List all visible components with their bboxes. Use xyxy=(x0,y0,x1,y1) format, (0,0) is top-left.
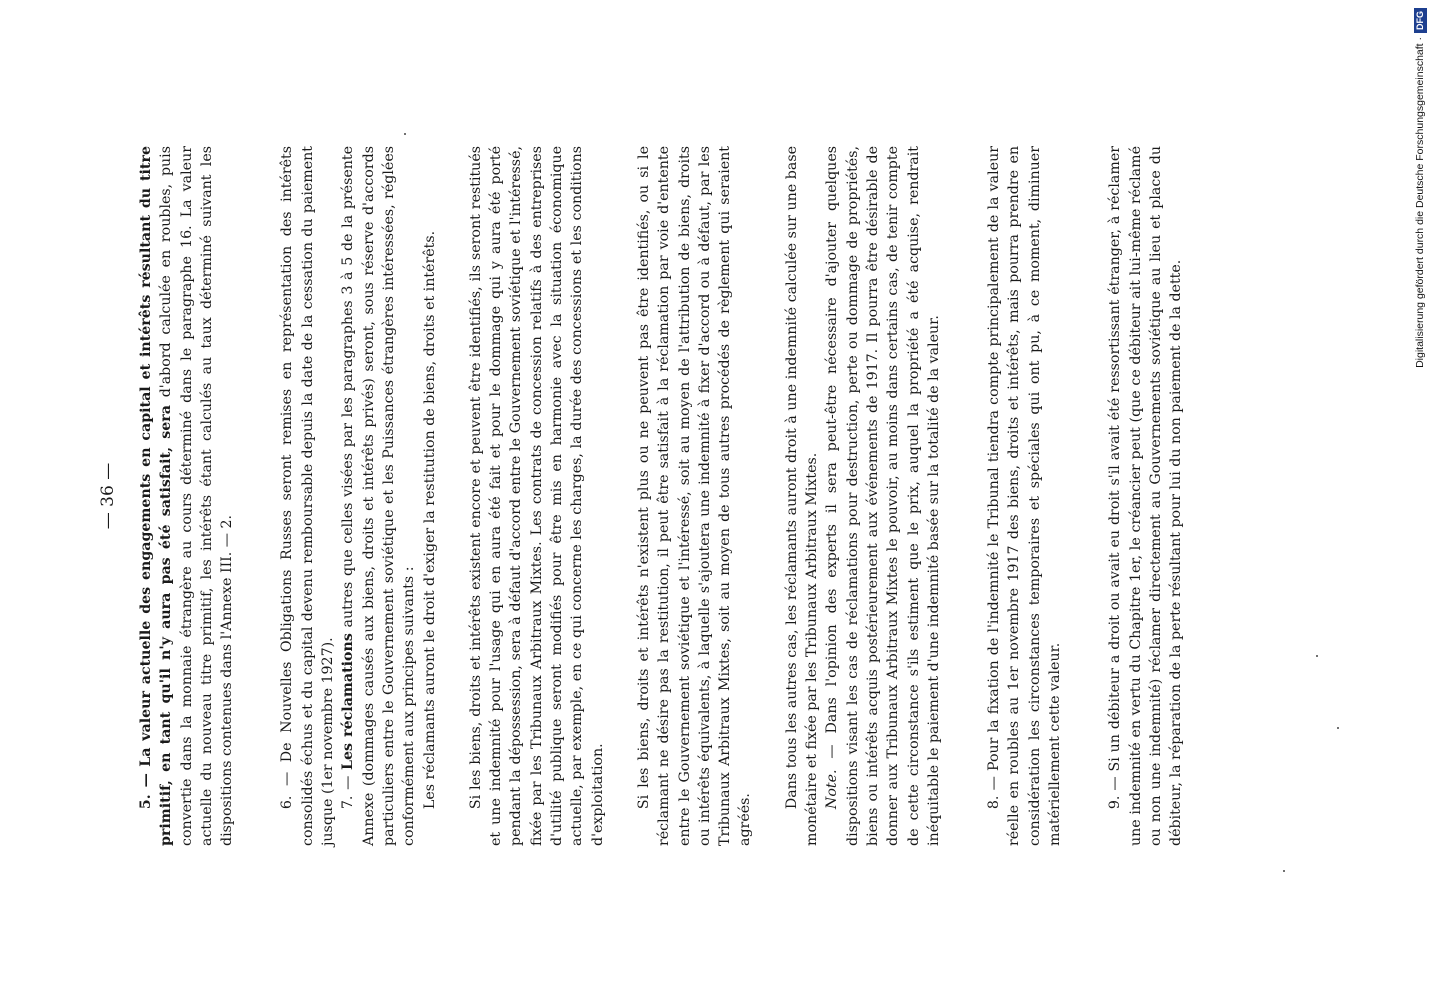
digitization-credit xyxy=(1406,8,1434,398)
paragraph-6-number: 6. — xyxy=(279,771,296,810)
paragraph-6-text: De Nouvelles Obligations Russes seront remises en représentation des intérêts consolidés échus et du capital devenu remboursable depuis la date de la cessation du paiement jusque (1er novembre 1927). xyxy=(279,145,337,846)
paragraph-7 xyxy=(338,146,439,846)
paragraph-7-bold-lead: Les réclamations xyxy=(340,633,357,770)
paragraph-7-nonexisting-goods xyxy=(634,146,756,846)
credit-label: Digitalisierung gefördert durch die Deutsche Forschungsgemeinschaft · xyxy=(1414,37,1426,368)
page-number: — 36 — xyxy=(98,462,118,530)
paragraph-7-existing-goods-text: Si les biens, droits et intérêts existent encore et peuvent être identifiés, ils seront restitués et une indemnité pour l'usage qui en aura été fait et pour le dommage qui y aura été porté pendant la dépossession, sera à défaut d'accord entre le Gouvernement soviétique et l'intéressé, fixée par les Tribunaux Arbitraux Mixtes. Les contrats de concession relatifs à des entreprises d'utilité publique seront modifiés pour être mis en harmonie avec la situation économique actuelle, par exemple, en ce qui concerne les charges, la durée des concessions et les conditions d'exploitation. xyxy=(467,146,606,846)
paragraph-7-nonexisting-goods-text: Si les biens, droits et intérêts n'existent plus ou ne peuvent pas être identifiés, ou si le réclamant ne désire pas la restitution, il peut être satisfait à la réclamation par voie d'entente entre le Gouvernement soviétique et l'intéressé, soit au moyen de l'attribution de biens, droits ou intérêts équivalents, à laquelle s'ajoutera une indemnité à fixer d'accord ou à défaut, par les Tribunaux Arbitraux Mixtes, soit au moyen de tous autres procédés de règlement qui seraient agréés. xyxy=(635,146,754,846)
paragraph-7-existing-goods xyxy=(466,146,608,846)
dfg-logo: DFG xyxy=(1414,8,1427,33)
note-text: Dans l'opinion des experts il sera peut-être nécessaire d'ajouter quelques dispositions visant les cas de réclamations pour destruction, perte ou dommage de propriétés, biens ou intérêts acquis postérieurement aux événements de 1917. Il pourra être désirable de donner aux Tribunaux Arbitraux Mixtes le pouvoir, au moins dans certains cas, de tenir compte de cette circonstance s'ils estiment que le prix, auquel la propriété a été acquise, rendrait inéquitable le paiement d'une indemnité basée sur la totalité de la valeur. xyxy=(824,146,942,846)
paragraph-7-number: 7. — xyxy=(340,775,357,810)
paragraph-5-bold-lead: La valeur actuelle des engagements en capital et intérêts résultant du titre primitif, en tant qu'il n'y aura pas été satisfait, sera xyxy=(138,146,175,846)
paragraph-8 xyxy=(984,146,1065,846)
scan-speck xyxy=(404,133,406,135)
digitization-credit-text xyxy=(1409,8,1431,398)
paragraph-6 xyxy=(277,146,338,846)
paragraph-9-text: Si un débiteur a droit ou avait eu droit s'il avait été ressortissant étranger, à réclamer une indemnité en vertu du Chapitre 1er, le créancier peut (que ce débiteur ait lui-même réclamé ou non une indemnité) réclamer directement au Gouvernements soviétique au lieu et place du débiteur, la réparation de la perte résultant pour lui du non paiement de la dette. xyxy=(1107,145,1185,846)
paragraph-9 xyxy=(1105,146,1186,846)
paragraph-7-other-cases-text: Dans tous les autres cas, les réclamants auront droit à une indemnité calculée sur une base monétaire et fixée par les Tribunaux Arbitraux Mixtes. xyxy=(783,146,821,846)
paragraph-5-text: d'abord calculée en roubles, puis convertie dans la monnaie étrangère au cours déterminé dans le paragraphe 16. La valeur actuelle du nouveau titre primitif, les intérêts étant calculés au taux déterminé suivant les dispositions contenues dans l'Annexe III. — 2. xyxy=(158,146,236,846)
note-label: Note. — xyxy=(824,744,841,810)
scan-speck xyxy=(1316,655,1318,657)
paragraph-7-other-cases xyxy=(782,146,944,846)
scan-speck xyxy=(1283,870,1285,872)
rotated-document-page xyxy=(98,136,1293,856)
paragraph-5-number: 5. — xyxy=(138,773,154,810)
paragraph-8-number: 8. — xyxy=(986,776,1003,810)
paragraph-7-text: autres que celles visées par les paragraphes 3 à 5 de la présente Annexe (dommages causés aux biens, droits et intérêts privés) seront, sous réserve d'accords particuliers entre le Gouvernement soviétique et les Puissances étrangères intéressées, réglées conformément aux principes suivants : xyxy=(340,146,418,846)
scan-speck xyxy=(1337,727,1339,729)
paragraph-9-number: 9. — xyxy=(1107,776,1124,810)
paragraph-7-restitution: Les réclamants auront le droit d'exiger la restitution de biens, droits et intérêts. xyxy=(421,230,438,810)
paragraph-8-text: Pour la fixation de l'indemnité le Tribunal tiendra compte principalement de la valeur réelle en roubles au 1er novembre 1917 des biens, droits et intérêts, mais pourra prendre en considération les circonstances temporaires et spéciales qui ont pu, à ce moment, diminuer matériellement cette valeur. xyxy=(986,146,1063,846)
paragraph-5 xyxy=(136,146,237,846)
